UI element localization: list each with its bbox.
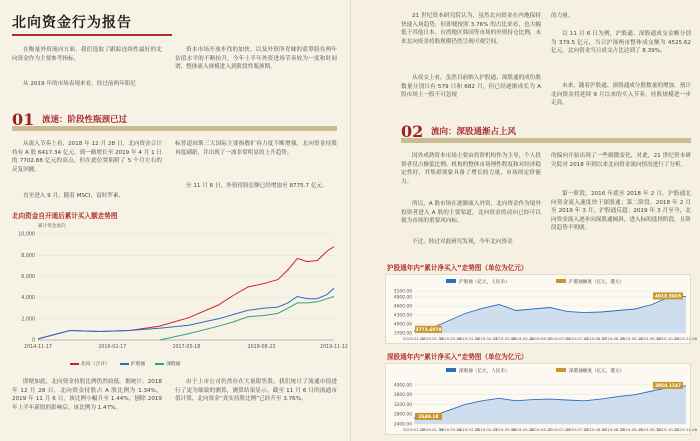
series-area xyxy=(414,296,686,333)
paragraph: 资本市场开放步伐的加快，以及外资所青睐的蓝筹股在两年估值水平的不断抬升，今年上半年外资进场节奏较为一度和时间谱，整体流入规模进入到阶段性瓶颈期。 xyxy=(175,47,337,71)
y-tick-label: 3200.00 xyxy=(393,402,412,408)
section-band xyxy=(12,126,337,131)
y-tick-label: 4600.00 xyxy=(393,304,412,310)
chart-frame xyxy=(385,274,698,344)
series-line xyxy=(38,288,334,339)
y-tick-label: 4000.00 xyxy=(393,322,412,328)
x-tick-label: 2019-07-22 xyxy=(566,336,589,341)
value-badge xyxy=(415,326,442,333)
legend-swatch xyxy=(446,279,456,283)
y-tick-label: 2800.00 xyxy=(393,412,412,418)
legend-item xyxy=(70,360,110,367)
legend-item xyxy=(155,360,180,367)
paragraph: 直至进入 9 月，随着 MSCI、富时罗素、 xyxy=(23,193,125,199)
figure-title: 深股通年内“累计净买入”走势图（单位为亿元） xyxy=(387,353,528,361)
legend-swatch xyxy=(446,368,456,372)
paragraph: 即便如此，北向资金持股比例仍然较低。据统计，2018 年 12 月 28 日，北向资金持股占 A 股比例为 1.34%，2019 年 11 月 6 日，该比例小幅升至 1.44%。刨除 2019 年上半年新股的影响后，该比例为 1.47%。 xyxy=(12,379,162,411)
x-tick-label: 2019-07-04 xyxy=(548,427,571,432)
figure-title: 沪股通年内“累计净买入”走势图（单位为亿元） xyxy=(387,264,528,272)
x-tick-label: 2019-01-30 xyxy=(421,427,444,432)
paragraph: 由于上市公司仍然存在大量限售股，我们统计了流通市值进行了更为细致的测算，测算结果显示，截至 11 月 6 日的流通市值计算，北向资金“真实持股比例”已经升至 3.76%。 xyxy=(175,379,337,403)
value-badge-label: 3773.6079 xyxy=(415,327,442,333)
shenzhen-connect-chart xyxy=(386,364,698,436)
x-tick-label: 2019-06-17 xyxy=(529,336,552,341)
paragraph: 所以，A 股市场在逐渐流入外资，北向资金作为境外投资者进入 A 股的主要渠道，北向资金的动向已经可以视为市场的重要风向标。 xyxy=(401,201,541,225)
x-tick-label: 2019-04-17 xyxy=(475,336,498,341)
value-badge-label: 2649.18 xyxy=(418,415,439,421)
y-tick-label: 10,000 xyxy=(18,232,35,238)
legend-item xyxy=(120,360,145,367)
value-badge xyxy=(653,382,683,389)
x-tick-label: 2019-05-28 xyxy=(511,427,534,432)
x-tick-label: 2019-09-30 xyxy=(638,427,661,432)
x-tick-label: 2019-08-07 xyxy=(584,336,607,341)
x-tick-label: 2019-01-02 xyxy=(402,336,426,341)
paragraph: 标普道琼斯三大国际主要指数扩容力度不断增强，北向资金持股再度刷新，并出现了一波非常明显的上升趋势。 xyxy=(175,141,337,156)
x-tick-label: 2019-01-30 xyxy=(421,336,444,341)
paragraph: 的力量。 xyxy=(551,13,574,19)
y-tick-label: 4300.00 xyxy=(393,313,412,319)
northbound-cumulative-chart xyxy=(8,228,348,360)
y-tick-label: 0 xyxy=(31,338,35,344)
value-badge-label: 3958.1147 xyxy=(654,384,682,390)
y-tick-label: 4000.00 xyxy=(393,383,412,389)
y-tick-label: 3600.00 xyxy=(393,393,412,399)
x-tick-label: 2019-08-07 xyxy=(584,427,607,432)
x-tick-label: 2019-10-22 xyxy=(656,336,679,341)
x-tick-label: 2019-06-17 xyxy=(529,427,552,432)
x-tick-label: 2018-08-23 xyxy=(247,345,276,350)
y-tick-label: 2,000 xyxy=(21,317,35,323)
x-tick-label: 2019-11-06 xyxy=(674,336,698,341)
x-tick-label: 2019-09-30 xyxy=(638,336,661,341)
y-tick-label: 8,000 xyxy=(21,253,35,259)
figure-subtitle: 累计资金流向 xyxy=(38,224,66,229)
paragraph: 在衡量外资流向方面，我们选取了跟踪连续性最好的北向资金作为主要参考指标。 xyxy=(12,47,162,62)
shanghai-connect-chart xyxy=(386,275,698,345)
paragraph: 至 11 月 6 日，外资持股总额已经增加至 8775.7 亿元。 xyxy=(186,183,328,189)
legend-label: 沪股通（亿元，人民币） xyxy=(459,280,510,285)
figure-title: 北向资金自开通后累计买入额走势图 xyxy=(12,212,118,220)
paragraph: 国外成熟资本市场主要由投资机构作为主导，个人投资者仅占极低比例。机构的整体市场理性程度和对经济稳定性好，其集群现象具备了增长的力量，市场的定价能力。 xyxy=(401,153,541,185)
legend-swatch xyxy=(556,279,566,283)
y-tick-label: 4900.00 xyxy=(393,295,412,301)
page-title: 北向资金行为报告 xyxy=(12,15,132,31)
x-tick-label: 2019-09-12 xyxy=(620,427,643,432)
x-tick-label: 2019-05-08 xyxy=(493,427,516,432)
paragraph: 21 世纪资本研究院认为，虽然北向资金在内地保持快速入场趋势，但即便按照 3.76% 的占比来看，也大幅低于其他日本、台湾地区韩国等市场的外资持仓比例，未来北向资金持股规模仍然呈现可观空间。 xyxy=(401,13,541,45)
x-tick-label: 2019-03-04 xyxy=(439,336,462,341)
y-tick-label: 3700.00 xyxy=(393,331,412,337)
x-tick-label: 2017-05-18 xyxy=(172,345,201,350)
chart-legend xyxy=(70,360,181,367)
value-badge xyxy=(653,292,683,299)
x-tick-label: 2019-08-23 xyxy=(602,336,625,341)
x-tick-label: 2019-04-17 xyxy=(475,427,498,432)
x-tick-label: 2019-05-28 xyxy=(511,336,534,341)
legend-label: 沪股通 xyxy=(130,362,146,367)
chart-frame xyxy=(385,363,698,435)
x-tick-label: 2019-08-23 xyxy=(602,427,625,432)
value-badge-label: 4918.5965 xyxy=(654,294,682,300)
paragraph: 第一阶段，2016 年底至 2018 年 2 月，沪股通北向资金流入速度快于深股通；第二阶段，2018 年 2 月至 2019 年 3 月，沪股通反超；2019 年 3 月至今，北向资金流入逐步向深股通倾斜，进入标的选择阶段，且阶段趋势不明朗。 xyxy=(551,191,691,232)
x-tick-label: 2019-01-02 xyxy=(402,427,426,432)
section-band xyxy=(401,138,691,143)
y-tick-label: 6,000 xyxy=(21,275,35,280)
series-area xyxy=(414,386,686,424)
legend-swatch xyxy=(556,368,566,372)
x-tick-label: 2019-07-22 xyxy=(566,427,589,432)
y-tick-label: 2400.00 xyxy=(393,422,412,428)
legend-label: 深股通 xyxy=(166,362,181,367)
value-badge xyxy=(415,413,442,420)
section-number: 01 xyxy=(12,110,35,129)
paragraph: 从流入节奏上看，2018 年 12 月 28 日，北向资金合计持有 A 股 6417.34 亿元。到一路增长至 2019 年 4 月 1 日的 7702.88 亿元的高点，但在此位置陷附了 5 个月左右的反复回撤。 xyxy=(12,141,162,173)
legend-label: 深港通额度（亿元，港元） xyxy=(569,369,625,374)
paragraph: 从成交上看，虽然目前纳入沪股通、深股通的成份股数量分别只有 579 只和 682 只，但已经逐渐成长为 A 股市场上一股不可忽视 xyxy=(401,75,541,99)
paragraph: 从 2019 年的市场表现来看，经过前两年阻尼 xyxy=(23,81,136,87)
x-tick-label: 2019-09-12 xyxy=(620,336,643,341)
right-page xyxy=(350,0,700,441)
x-tick-label: 2019-03-22 xyxy=(457,427,480,432)
title-rule xyxy=(12,34,172,36)
x-tick-label: 2019-03-22 xyxy=(457,336,480,341)
section-title: 流向：深股通渐占上风 xyxy=(431,127,517,137)
paragraph: 以 11 月 6 日为例，沪股通、深股通成交金额分别为 379.5 亿元，当日沪深两市整体成交额为 4525.62 亿元，北向资金当日成交占比达到了 8.39%。 xyxy=(551,31,691,55)
section-header-2 xyxy=(401,122,691,144)
y-tick-label: 5100.00 xyxy=(393,289,412,295)
x-tick-label: 2019-03-04 xyxy=(439,427,462,432)
x-tick-label: 2019-05-08 xyxy=(493,336,516,341)
legend-label: 沪港通额度（亿元，港元） xyxy=(569,280,625,285)
x-tick-label: 2016-02-17 xyxy=(98,345,127,350)
legend-label: 深股通（亿元，人民币） xyxy=(459,369,510,374)
section-number: 02 xyxy=(401,122,424,141)
x-tick-label: 2019-07-04 xyxy=(548,336,571,341)
y-tick-label: 4,000 xyxy=(21,296,35,302)
x-tick-label: 2014-11-17 xyxy=(24,345,52,350)
section-title: 流速：阶段性瓶颈已过 xyxy=(42,115,128,125)
section-header-1 xyxy=(12,110,337,132)
x-tick-label: 2019-11-06 xyxy=(674,427,698,432)
x-tick-label: 2019-11-12 xyxy=(320,345,348,350)
paragraph: 未来，随着沪股通、深股通成分股数量的增加，预计北向资金将延续 9 月以来的买入节奏，持股规模进一步走高。 xyxy=(551,83,691,107)
paragraph: 的偏向开始出现了一些细微变化，对此，21 世纪资本研究院对 2018 年到以来北向资金流向情况进行了分析。 xyxy=(551,153,691,168)
legend-label: 北向（合计） xyxy=(81,362,110,367)
paragraph: 不过，经过对此研究发现，今年北向资金 xyxy=(412,239,513,245)
x-tick-label: 2019-10-22 xyxy=(656,427,679,432)
